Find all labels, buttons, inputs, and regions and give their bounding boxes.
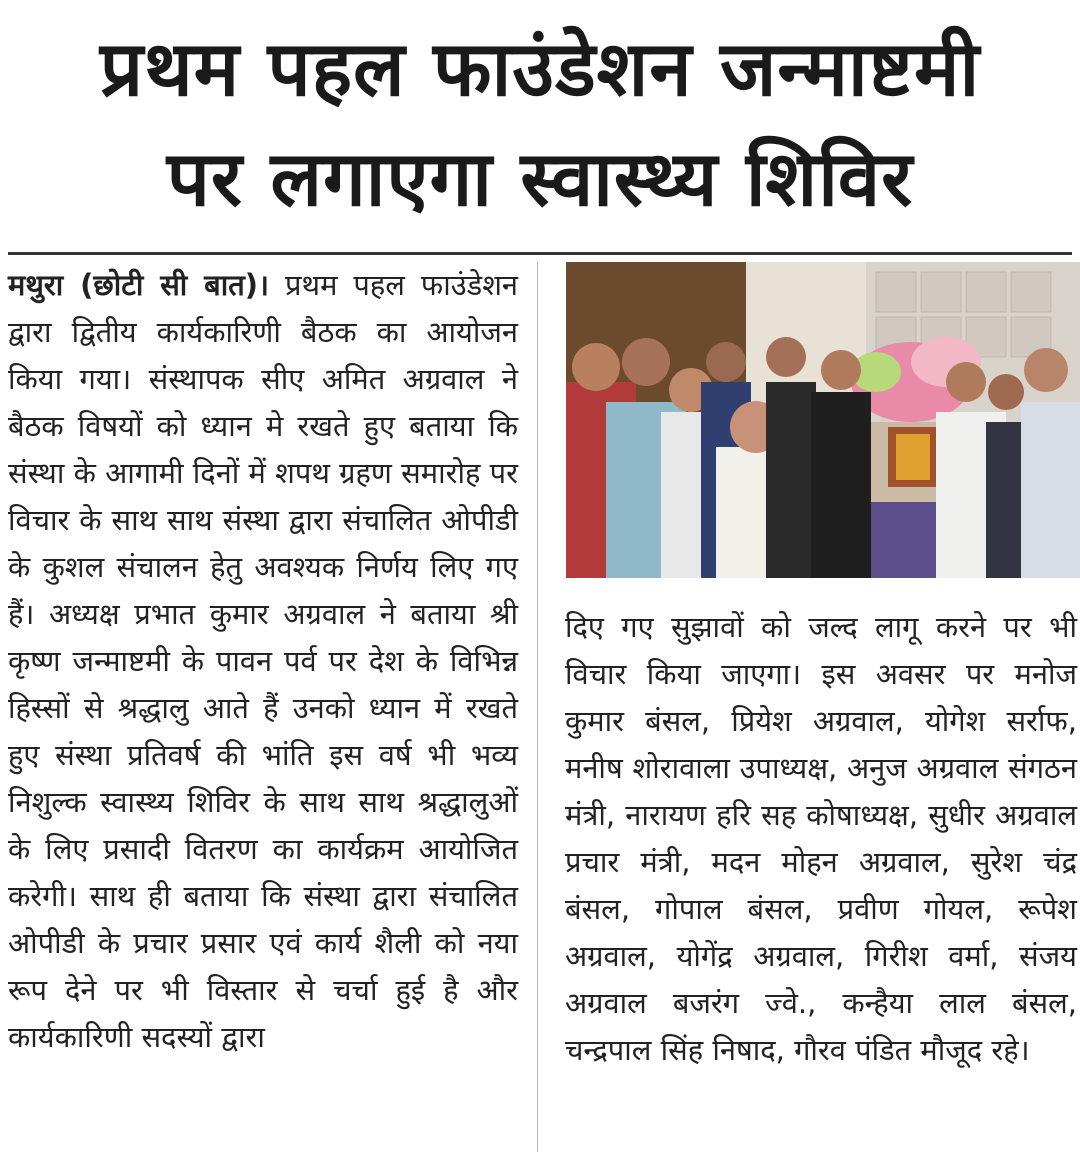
article-body-left: प्रथम पहल फाउंडेशन द्वारा द्वितीय कार्यकारिणी बैठक का आयोजन किया गया। संस्थापक सीए अमित अग्रवाल ने बैठक विषयों को ध्यान मे रखते हुए बताया कि संस्था के आगामी दिनों में शपथ ग्रहण समारोह पर विचार के साथ साथ संस्था द्वारा संचालित ओपीडी के कुशल संचालन हेतु अवश्यक निर्णय लिए गए हैं। अध्यक्ष प्रभात कुमार अग्रवाल ने बताया श्री कृष्ण जन्माष्टमी के पावन पर्व पर देश के विभिन्न हिस्सों से श्रद्धालु आते हैं उनको ध्यान में रखते हुए संस्था प्रतिवर्ष की भांति इस वर्ष भी भव्य निशुल्क स्वास्थ्य शिविर के साथ साथ श्रद्धालुओं के लिए प्रसादी वितरण का कार्यक्रम आयोजित करेगी। साथ ही बताया कि संस्था द्वारा संचालित ओपीडी के प्रचार प्रसार एवं कार्य शैली को नया रूप देने पर भी विस्तार से चर्चा हुई है और कार्यकारिणी सदस्यों द्वारा bbox=[8, 268, 519, 1054]
article-column-right: दिए गए सुझावों को जल्द लागू करने पर भी विचार किया जाएगा। इस अवसर पर मनोज कुमार बंसल, प्रियेश अग्रवाल, योगेश सर्राफ, मनीष शोरावाला उपाध्यक्ष, अनुज अग्रवाल संगठन मंत्री, नारायण हरि सह कोषाध्यक्ष, सुधीर अग्रवाल प्रचार मंत्री, मदन मोहन अग्रवाल, सुरेश चंद्र बंसल, गोपाल बंसल, प्रवीण गोयल, रूपेश अग्रवाल, योगेंद्र अग्रवाल, गिरीश वर्मा, संजय अग्रवाल बजरंग ज्वे., कन्हैया लाल बंसल, चन्द्रपाल सिंह निषाद, गौरव पंडित मौजूद रहे। bbox=[565, 610, 1077, 1067]
headline bbox=[0, 14, 1080, 234]
column-divider bbox=[537, 262, 538, 1152]
news-photo bbox=[566, 262, 1080, 578]
headline-line-1: प्रथम पहल फाउंडेशन जन्माष्टमी bbox=[99, 24, 981, 113]
photo-illustration bbox=[566, 262, 1080, 578]
dateline: मथुरा (छोटी सी बात)। bbox=[8, 268, 270, 302]
article-column-left bbox=[8, 262, 518, 1061]
headline-rule bbox=[8, 252, 1072, 255]
headline-line-2: पर लगाएगा स्वास्थ्य शिविर bbox=[166, 134, 914, 223]
